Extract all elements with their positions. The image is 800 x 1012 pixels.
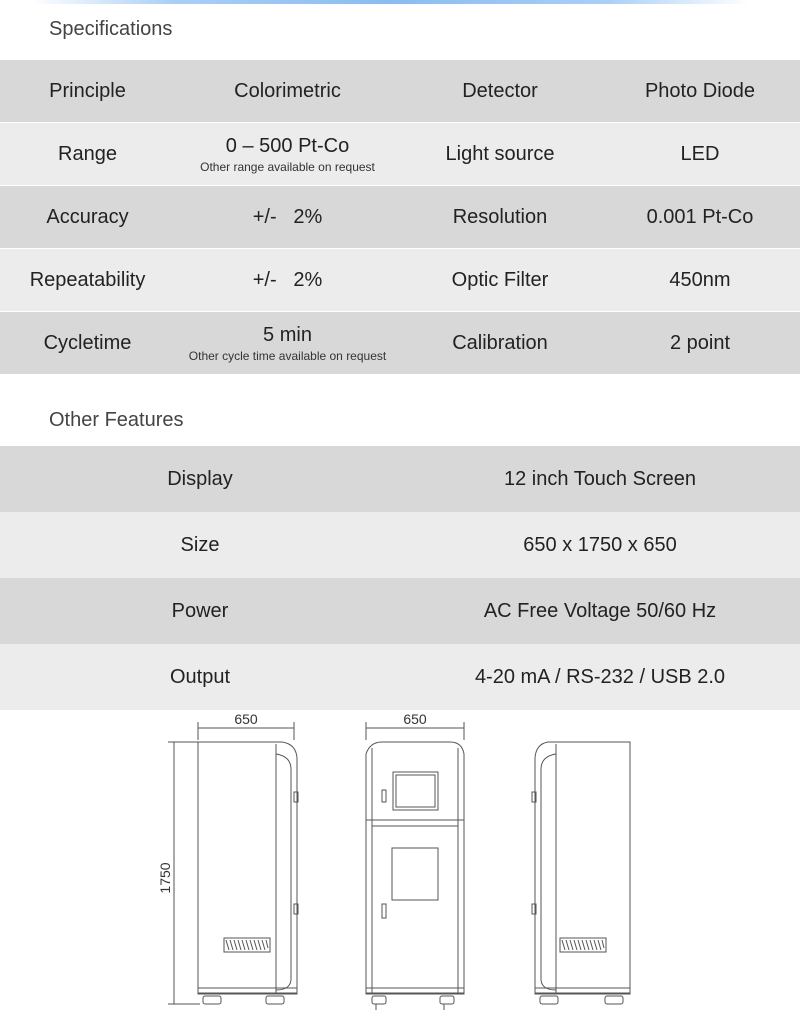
spec-label: Cycletime [43,331,132,354]
spec-label: Light source [445,142,555,165]
feature-row-output [0,644,800,710]
feature-row-size [0,512,800,578]
spec-row-cycletime [0,312,800,375]
spec-value: Colorimetric [234,79,341,102]
feature-row-power [0,578,800,644]
spec-value-note: Other range available on request [200,159,375,174]
spec-row-repeatability [0,249,800,312]
side-width-dimension: 650 [234,711,258,727]
height-dimension: 1750 [157,862,173,894]
feature-label: Output [169,665,231,688]
spec-label: Calibration [452,331,548,354]
spec-label: Principle [49,79,126,102]
spec-value: +/- 2% [252,205,323,228]
spec-value: 0 – 500 Pt-Co Other range available on request [200,134,375,174]
feature-label: Display [167,467,233,490]
feature-label: Power [171,599,229,622]
feature-value: 4-20 mA / RS-232 / USB 2.0 [474,665,726,688]
feature-row-display [0,446,800,512]
front-width-dimension: 650 [403,711,427,727]
spec-value: 5 min Other cycle time available on request [188,323,387,363]
spec-label: Range [58,142,117,165]
spec-row-accuracy [0,186,800,249]
top-accent-bar [30,0,750,4]
feature-value: 650 x 1750 x 650 [523,533,677,556]
spec-row-range [0,123,800,186]
spec-value: 2 point [669,331,731,354]
rear-view-drawing [532,742,630,1004]
spec-value: Photo Diode [644,79,756,102]
spec-label: Detector [462,79,538,102]
spec-value: LED [680,142,720,165]
spec-label: Optic Filter [451,268,549,291]
specifications-table [0,60,800,375]
spec-label: Repeatability [29,268,146,291]
spec-value: 450nm [669,268,731,291]
spec-value: +/- 2% [252,268,323,291]
front-view-drawing [366,722,464,1010]
equipment-dimension-drawing [0,708,800,1012]
side-view-drawing [168,722,298,1004]
feature-value: AC Free Voltage 50/60 Hz [483,599,717,622]
specifications-title: Specifications [49,18,173,40]
spec-label: Accuracy [46,205,129,228]
features-table [0,446,800,710]
feature-label: Size [180,533,220,556]
spec-row-principle [0,60,800,123]
spec-label: Resolution [452,205,548,228]
spec-value-note: Other cycle time available on request [188,348,387,363]
feature-value: 12 inch Touch Screen [504,467,696,490]
spec-value: 0.001 Pt-Co [646,205,754,228]
other-features-title: Other Features [49,409,184,431]
